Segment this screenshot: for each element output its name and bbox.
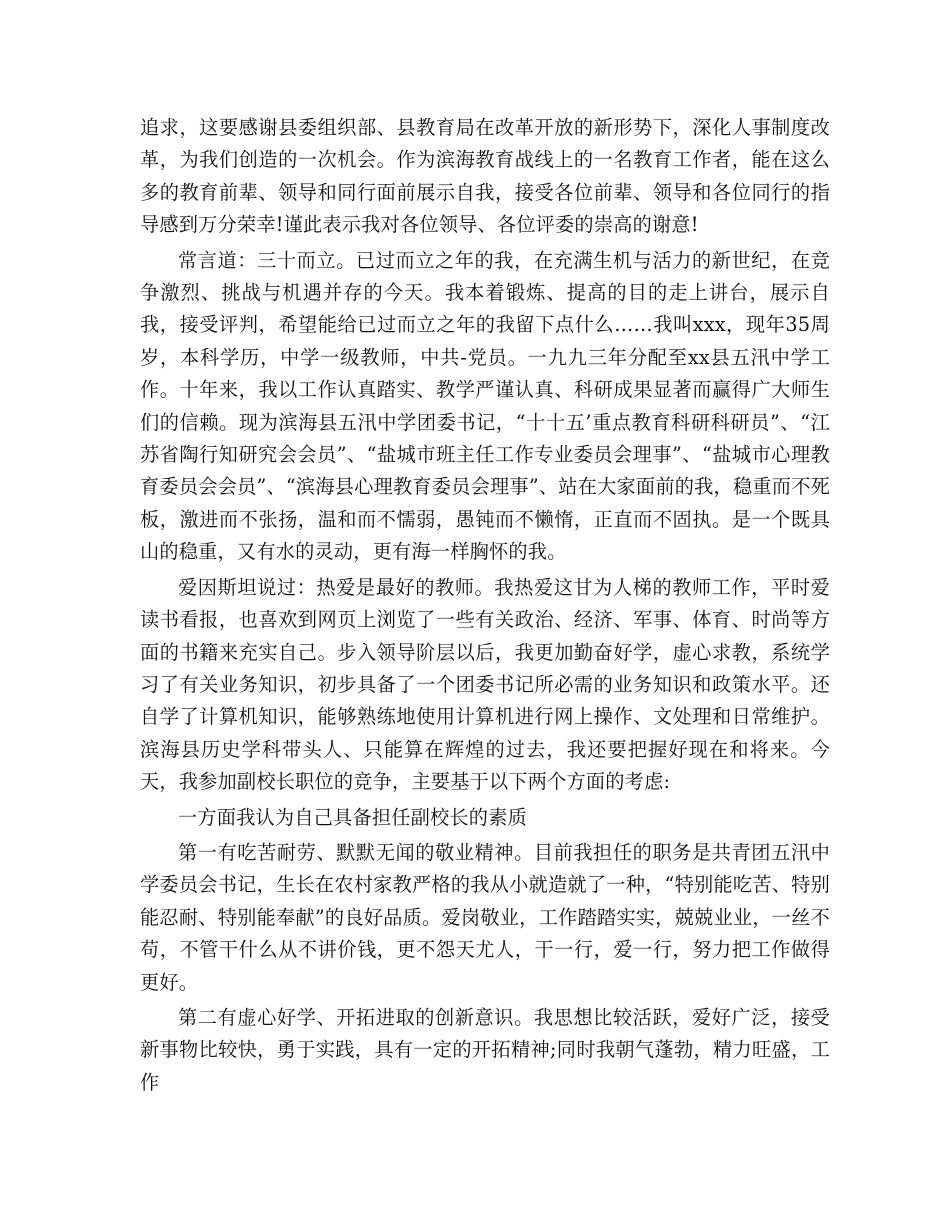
paragraph-point-one: 第一有吃苦耐劳、默默无闻的敬业精神。目前我担任的职务是共青团五汛中学委员会书记，生长在农村家教严格的我从小就造就了一种，“特别能吃苦、特别能忍耐、特别能奉献”的良好品质。爱岗敬业，工作踏踏实实，兢兢业业，一丝不苟，不管干什么从不讲价钱，更不怨天尤人，干一行，爱一行，努力把工作做得更好。 — [140, 840, 830, 994]
document-body — [140, 112, 830, 1099]
paragraph-self-introduction: 常言道：三十而立。已过而立之年的我，在充满生机与活力的新世纪，在竞争激烈、挑战与机遇并存的今天。我本着锻炼、提高的目的走上讲台，展示自我，接受评判，希望能给已过而立之年的我留下点什么……我叫xxx，现年35周岁，本科学历，中学一级教师，中共-党员。一九九三年分配至xx县五汛中学工作。十年来，我以工作认真踏实、教学严谨认真、科研成果显著而赢得广大师生们的信赖。现为滨海县五汛中学团委书记，“十十五’重点教育科研科研员”、“江苏省陶行知研究会会员”、“盐城市班主任工作专业委员会理事”、“盐城市心理教育委员会会员”、“滨海县心理教育委员会理事”、站在大家面前的我，稳重而不死板，激进而不张扬，温和而不懦弱，愚钝而不懒惰，正直而不固执。是一个既具山的稳重，又有水的灵动，更有海一样胸怀的我。 — [140, 248, 830, 564]
paragraph-point-two: 第二有虚心好学、开拓进取的创新意识。我思想比较活跃，爱好广泛，接受新事物比较快，勇于实践，具有一定的开拓精神;同时我朝气蓬勃，精力旺盛，工作 — [140, 1005, 830, 1094]
paragraph-section-heading: 一方面我认为自己具备担任副校长的素质 — [178, 805, 527, 829]
paragraph-learning: 爱因斯坦说过：热爱是最好的教师。我热爱这甘为人梯的教师工作，平时爱读书看报，也喜欢到网页上浏览了一些有关政治、经济、军事、体育、时尚等方面的书籍来充实自己。步入领导阶层以后，我更加勤奋好学，虚心求教，系统学习了有关业务知识，初步具备了一个团委书记所必需的业务知识和政策水平。还自学了计算机知识，能够熟练地使用计算机进行网上操作、文处理和日常维护。滨海县历史学科带头人、只能算在辉煌的过去，我还要把握好现在和将来。今天，我参加副校长职位的竞争，主要基于以下两个方面的考虑: — [140, 575, 830, 794]
paragraph-thanks: 追求，这要感谢县委组织部、县教育局在改革开放的新形势下，深化人事制度改革，为我们创造的一次机会。作为滨海教育战线上的一名教育工作者，能在这么多的教育前辈、领导和同行面前展示自我，接受各位前辈、领导和各位同行的指导感到万分荣幸!谨此表示我对各位领导、各位评委的崇高的谢意! — [140, 116, 830, 237]
